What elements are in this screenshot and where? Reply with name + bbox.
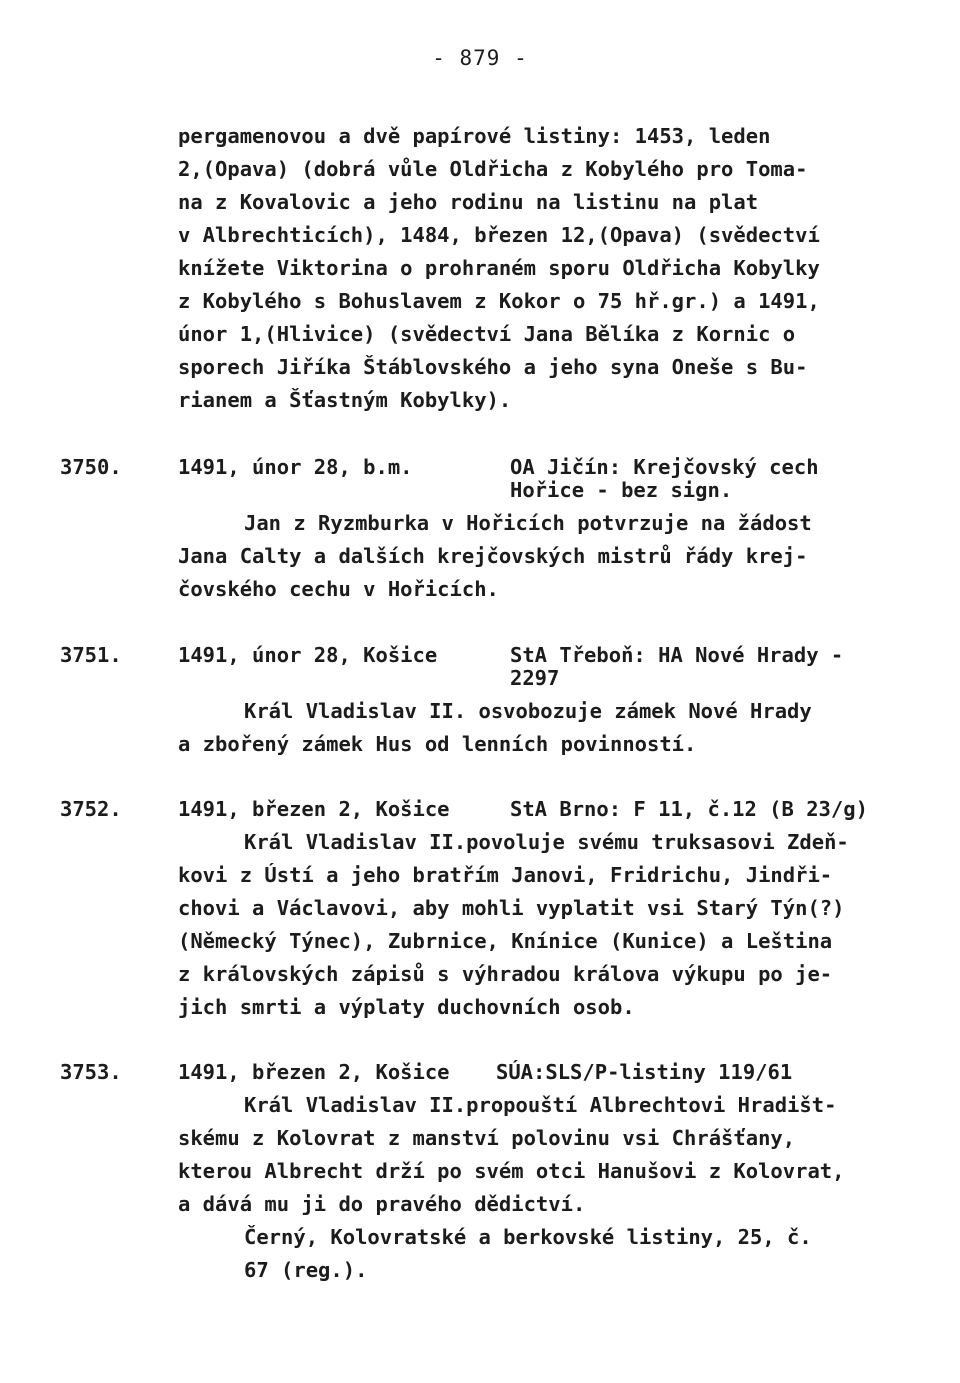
text-line: a dává mu ji do pravého dědictví.	[178, 1192, 586, 1216]
text-line: a zbořený zámek Hus od lenních povinností.	[178, 732, 697, 756]
entry-number: 3750.	[60, 455, 122, 479]
entry-number: 3752.	[60, 797, 122, 821]
entry-source: OA Jičín: Krejčovský cech	[510, 455, 819, 479]
literature-line: Černý, Kolovratské a berkovské listiny, 25, č.	[244, 1225, 812, 1249]
entry-date-place: 1491, březen 2, Košice	[178, 797, 450, 821]
entry-number: 3751.	[60, 643, 122, 667]
text-line: Král Vladislav II. osvobozuje zámek Nové Hrady	[244, 699, 812, 723]
page-number: - 879 -	[432, 46, 528, 70]
entry-source: StA Třeboň: HA Nové Hrady -	[510, 643, 844, 667]
entry-date-place: 1491, únor 28, b.m.	[178, 455, 413, 479]
text-line: pergamenovou a dvě papírové listiny: 1453, leden	[178, 124, 771, 148]
text-line: Jan z Ryzmburka v Hořicích potvrzuje na žádost	[244, 511, 812, 535]
text-line: z královských zápisů s výhradou králova výkupu po je-	[178, 962, 833, 986]
entry-source: Hořice - bez sign.	[510, 478, 733, 502]
text-line: v Albrechticích), 1484, březen 12,(Opava) (svědectví	[178, 223, 820, 247]
text-line: rianem a Šťastným Kobylky).	[178, 388, 512, 412]
text-line: (Německý Týnec), Zubrnice, Knínice (Kunice) a Leština	[178, 929, 833, 953]
text-line: na z Kovalovic a jeho rodinu na listinu na plat	[178, 190, 759, 214]
text-line: 2,(Opava) (dobrá vůle Oldřicha z Kobylého pro Toma-	[178, 157, 808, 181]
text-line: Jana Calty a dalších krejčovských mistrů řády krej-	[178, 544, 808, 568]
text-line: Král Vladislav II.propouští Albrechtovi Hradišt-	[244, 1093, 837, 1117]
text-line: knížete Viktorina o prohraném sporu Oldřicha Kobylky	[178, 256, 820, 280]
entry-date-place: 1491, březen 2, Košice	[178, 1060, 450, 1084]
text-line: skému z Kolovrat z manství polovinu vsi Chrášťany,	[178, 1126, 796, 1150]
entry-source: SÚA:SLS/P-listiny 119/61	[496, 1060, 793, 1084]
entry-source: 2297	[510, 666, 560, 690]
entry-date-place: 1491, únor 28, Košice	[178, 643, 438, 667]
text-line: čovského cechu v Hořicích.	[178, 577, 499, 601]
text-line: únor 1,(Hlivice) (svědectví Jana Bělíka z Kornic o	[178, 322, 796, 346]
text-line: chovi a Václavovi, aby mohli vyplatit vsi Starý Týn(?)	[178, 896, 845, 920]
text-line: jich smrti a výplaty duchovních osob.	[178, 995, 635, 1019]
text-line: sporech Jiříka Štáblovského a jeho syna Oneše s Bu-	[178, 355, 808, 379]
text-line: kterou Albrecht drží po svém otci Hanušovi z Kolovrat,	[178, 1159, 845, 1183]
text-line: kovi z Ústí a jeho bratřím Janovi, Fridrichu, Jindři-	[178, 863, 833, 887]
entry-source: StA Brno: F 11, č.12 (B 23/g)	[510, 797, 868, 821]
entry-number: 3753.	[60, 1060, 122, 1084]
text-line: Král Vladislav II.povoluje svému truksasovi Zdeň-	[244, 830, 849, 854]
text-line: z Kobylého s Bohuslavem z Kokor o 75 hř.gr.) a 1491,	[178, 289, 820, 313]
literature-line: 67 (reg.).	[244, 1258, 368, 1282]
